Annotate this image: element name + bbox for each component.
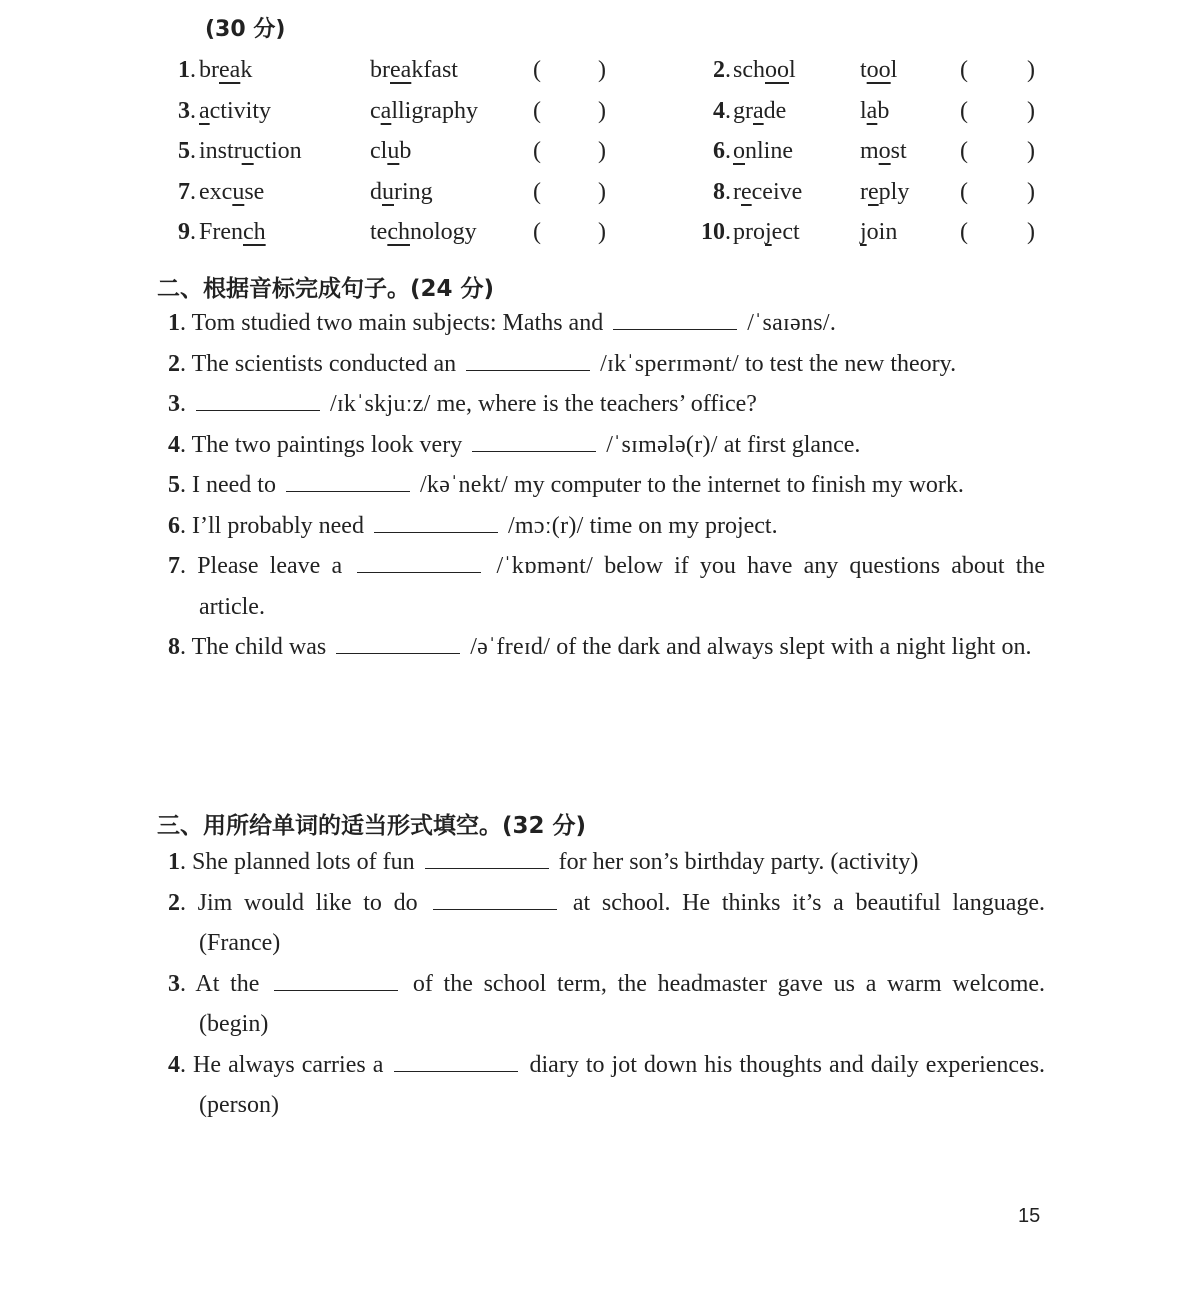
answer-paren-close: ) (1027, 57, 1035, 83)
answer-blank[interactable] (613, 309, 737, 330)
answer-blank[interactable] (466, 350, 590, 371)
word-part: ect (771, 219, 800, 245)
word-part: lligraphy (391, 97, 478, 124)
word-first (733, 96, 786, 126)
word-first (733, 136, 793, 166)
word-part: Fren (199, 219, 243, 245)
question-item: 5. I need to /kəˈnekt/ my computer to the internet to finish my work. (168, 472, 964, 498)
phonetic-transcription: /ˈkɒmənt/ (496, 553, 594, 579)
item-number: 7 (178, 178, 190, 205)
underlined-letters: oo (866, 57, 891, 83)
word-part: oin (866, 219, 898, 245)
word-row (0, 177, 1199, 207)
word-part: b (399, 138, 412, 164)
item-number: 3 (168, 970, 180, 997)
sentence-text: I’ll probably need (192, 512, 364, 539)
answer-blank[interactable] (286, 471, 410, 492)
item-number: 6 (713, 138, 725, 164)
answer-paren-open: ( (960, 138, 968, 164)
underlined-letters: a (866, 97, 878, 124)
word-second (860, 177, 909, 207)
underlined-letters: j (860, 219, 867, 245)
phonetic-transcription: /mɔː(r)/ (507, 512, 584, 539)
sentence-text: at first glance. (723, 431, 861, 458)
word-second (860, 55, 897, 85)
word-part: r (733, 178, 741, 205)
answer-paren-open: ( (533, 57, 541, 83)
phonetic-transcription: /əˈfreɪd/ (470, 634, 551, 660)
answer-paren-close: ) (598, 178, 606, 205)
item-number: 6 (168, 512, 180, 539)
word-part: l (789, 57, 796, 83)
phonetic-transcription: /kəˈnekt/ (419, 472, 508, 498)
word-row (0, 217, 1199, 247)
item-number: 5 (168, 472, 180, 498)
sentence-text: The child was (191, 634, 327, 660)
word-second (860, 136, 907, 166)
underlined-letters: u (387, 138, 400, 164)
word-part: gr (733, 97, 753, 124)
underlined-letters: ea (219, 57, 241, 83)
word-part: nology (409, 219, 477, 245)
sentence-text: me, where is the teachers’ office? (436, 391, 757, 417)
item-number-dot: . (190, 219, 196, 245)
answer-blank[interactable] (336, 633, 460, 654)
item-number-dot: . (725, 57, 731, 83)
question-item: 6. I’ll probably need /mɔː(r)/ time on my project. (168, 512, 778, 539)
phonetic-transcription: /ˈsaɪəns/. (747, 310, 837, 336)
word-part: br (199, 57, 219, 83)
item-number: 8 (168, 634, 180, 660)
answer-paren-close: ) (598, 138, 606, 164)
word-part: k (240, 57, 253, 83)
sentence-text: at school. He thinks it’s a beautiful language. (France) (199, 889, 1046, 956)
underlined-letters: ch (387, 219, 410, 245)
word-first (733, 217, 800, 247)
sentence-text: my computer to the internet to finish my work. (513, 472, 964, 498)
answer-paren-close: ) (1027, 219, 1035, 245)
underlined-letters: ea (390, 57, 412, 83)
answer-paren-open: ( (533, 97, 541, 124)
sentence-text: Please leave a (197, 553, 343, 579)
answer-paren-close: ) (1027, 178, 1035, 205)
underlined-letters: o (878, 138, 891, 164)
word-part: t (860, 57, 867, 83)
sentence-text: below if you have any questions about the article. (199, 553, 1046, 620)
word-part: se (244, 178, 265, 205)
item-number: 5 (178, 138, 190, 164)
underlined-letters: o (733, 138, 745, 164)
item-number: 2 (168, 889, 180, 916)
word-part: nline (745, 138, 793, 164)
answer-paren-open: ( (960, 57, 968, 83)
sentence-text: The scientists conducted an (191, 350, 457, 377)
underlined-letters: a (753, 97, 764, 124)
word-part: b (877, 97, 890, 124)
word-first (733, 177, 802, 207)
word-part: cl (370, 138, 388, 164)
underlined-letters: e (741, 178, 752, 205)
question-item: 7. Please leave a /ˈkɒmənt/ below if you have any questions about the article. (168, 553, 1046, 620)
word-part: pro (733, 219, 765, 245)
question-item: 1. She planned lots of fun for her son’s birthday party. (activity) (168, 849, 919, 875)
item-number-dot: . (725, 178, 731, 205)
item-number-dot: . (725, 219, 731, 245)
word-part: d (370, 178, 382, 205)
answer-blank[interactable] (196, 390, 320, 411)
word-first (733, 55, 796, 85)
word-part: ply (878, 178, 910, 205)
answer-paren-open: ( (533, 178, 541, 205)
item-number: 4 (168, 431, 180, 458)
word-part: sch (733, 57, 765, 83)
item-number: 2 (713, 57, 725, 83)
question-item: 8. The child was /əˈfreɪd/ of the dark and always slept with a night light on. (168, 634, 1032, 660)
item-number: 1 (178, 57, 190, 83)
answer-blank[interactable] (274, 970, 398, 991)
item-number: 1 (168, 849, 180, 875)
sentence-text: time on my project. (589, 512, 778, 539)
word-second (860, 217, 897, 247)
word-part: c (370, 97, 381, 124)
underlined-letters: a (199, 97, 210, 124)
question-item: 4. He always carries a diary to jot down his thoughts and daily experiences. (person) (168, 1051, 1046, 1118)
phonetic-transcription: /ɪkˈsperɪmənt/ (600, 350, 740, 377)
answer-paren-close: ) (598, 57, 606, 83)
word-part: ceive (751, 178, 803, 205)
underlined-letters: ch (243, 219, 266, 245)
item-number: 3 (168, 391, 180, 417)
item-number: 9 (178, 219, 190, 245)
word-row (0, 96, 1199, 126)
underlined-letters: oo (765, 57, 789, 83)
answer-paren-close: ) (598, 219, 606, 245)
section-3-title: 三、用所给单词的适当形式填空。(32 分) (157, 813, 587, 839)
section-2-items (168, 303, 1045, 668)
sentence-text: of the dark and always slept with a night light on. (556, 634, 1032, 660)
question-item: 2. The scientists conducted an /ɪkˈsperɪmənt/ to test the new theory. (168, 350, 957, 377)
answer-blank[interactable] (425, 848, 549, 869)
word-part: instr (199, 138, 242, 164)
sentence-text: At the (195, 970, 260, 997)
word-part: l (890, 57, 898, 83)
item-number: 2 (168, 350, 180, 377)
answer-blank[interactable] (394, 1051, 518, 1072)
answer-paren-close: ) (598, 97, 606, 124)
answer-paren-open: ( (960, 219, 968, 245)
sentence-text: for her son’s birthday party. (activity) (558, 849, 919, 875)
word-part: ctivity (209, 97, 271, 124)
answer-blank[interactable] (472, 431, 596, 452)
item-number-dot: . (190, 97, 196, 124)
sentence-text: I need to (192, 472, 276, 498)
answer-paren-close: ) (1027, 138, 1035, 164)
sentence-text: Jim would like to do (197, 889, 418, 916)
item-number-dot: . (190, 138, 196, 164)
underlined-letters: u (382, 178, 394, 205)
answer-paren-open: ( (533, 219, 541, 245)
sentence-text: diary to jot down his thoughts and daily experiences. (person) (199, 1051, 1046, 1118)
underlined-letters: u (241, 138, 254, 164)
answer-blank[interactable] (374, 512, 498, 533)
word-part: de (763, 97, 787, 124)
answer-paren-close: ) (1027, 97, 1035, 124)
question-item: 1. Tom studied two main subjects: Maths and /ˈsaɪəns/. (168, 310, 837, 336)
word-part: te (370, 219, 388, 245)
word-part: ction (253, 138, 302, 164)
item-number: 7 (168, 553, 180, 579)
word-part: br (370, 57, 390, 83)
question-item: 3. At the of the school term, the headmaster gave us a warm welcome. (begin) (168, 970, 1046, 1037)
item-number-dot: . (190, 57, 196, 83)
underlined-letters: e (868, 178, 879, 205)
sentence-text: He always carries a (193, 1051, 384, 1078)
word-part: ring (394, 178, 433, 205)
word-part: r (860, 178, 868, 205)
word-part: m (860, 138, 879, 164)
answer-paren-open: ( (960, 97, 968, 124)
item-number: 4 (168, 1051, 180, 1078)
underlined-letters: u (232, 178, 245, 205)
question-item: 4. The two paintings look very /ˈsɪmələ(r)/ at first glance. (168, 431, 861, 458)
word-part: exc (199, 178, 233, 205)
item-number-dot: . (725, 138, 731, 164)
page-number: 15 (1018, 1205, 1041, 1227)
underlined-letters: j (765, 219, 772, 245)
answer-paren-open: ( (533, 138, 541, 164)
word-part: kfast (411, 57, 458, 83)
word-part: l (860, 97, 867, 124)
item-number: 1 (168, 310, 180, 336)
item-number: 3 (178, 97, 190, 124)
phonetic-transcription: /ˈsɪmələ(r)/ (606, 431, 718, 458)
answer-paren-open: ( (960, 178, 968, 205)
sentence-text: to test the new theory. (745, 350, 957, 377)
section-2-title: 二、根据音标完成句子。(24 分) (157, 276, 495, 302)
answer-blank[interactable] (357, 552, 481, 573)
item-number-dot: . (190, 178, 196, 205)
sentence-text: of the school term, the headmaster gave us a warm welcome. (begin) (199, 970, 1046, 1037)
item-number: 4 (713, 97, 725, 124)
word-row (0, 136, 1199, 166)
part1-score: (30 分) (205, 17, 286, 42)
question-item: 3. /ɪkˈskjuːz/ me, where is the teachers’ office? (168, 391, 757, 417)
item-number: 8 (713, 178, 725, 205)
question-item: 2. Jim would like to do at school. He thinks it’s a beautiful language. (France) (168, 889, 1046, 956)
item-number-dot: . (725, 97, 731, 124)
section-3-items (168, 842, 1045, 1126)
word-part: st (890, 138, 907, 164)
sentence-text: Tom studied two main subjects: Maths and (191, 310, 604, 336)
word-second (860, 96, 889, 126)
sentence-text: The two paintings look very (191, 431, 463, 458)
item-number: 10 (701, 219, 725, 245)
underlined-letters: a (380, 97, 392, 124)
word-row (0, 55, 1199, 85)
sentence-text: She planned lots of fun (192, 849, 415, 875)
answer-blank[interactable] (433, 889, 557, 910)
phonetic-transcription: /ɪkˈskjuːz/ (330, 391, 431, 417)
